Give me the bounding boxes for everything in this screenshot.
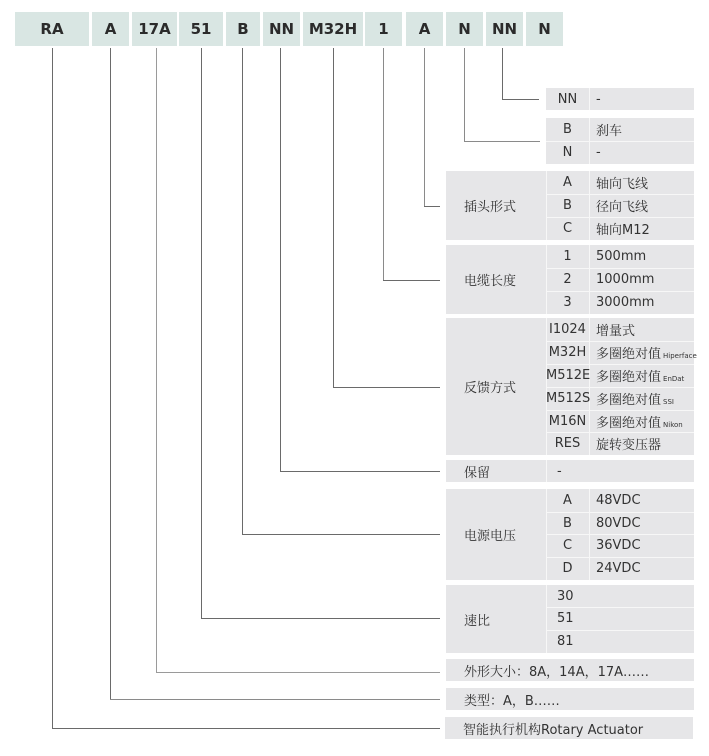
option-code: NN <box>557 91 578 107</box>
option-value-text: 多圈绝对值 <box>596 347 662 362</box>
code-box-brake: N <box>446 12 483 46</box>
group-label: 速比 <box>464 613 491 629</box>
option-code: M32H <box>548 345 587 360</box>
connector-line <box>502 48 503 99</box>
code-box-series: RA <box>15 12 89 46</box>
connector-line <box>333 48 334 387</box>
table-row <box>546 217 694 240</box>
table-row <box>546 364 694 387</box>
code-box-option-n: N <box>526 12 563 46</box>
table-row <box>546 534 694 557</box>
connector-line <box>464 141 540 142</box>
option-value: - <box>596 145 601 160</box>
table-row <box>546 268 694 291</box>
option-code: C <box>562 221 573 236</box>
connector-line <box>52 48 53 728</box>
option-code: M16N <box>548 414 587 429</box>
option-value-text: 多圈绝对值 <box>596 393 662 408</box>
option-value <box>589 412 683 431</box>
protocol-label: Hiperface <box>663 352 697 360</box>
connector-line <box>424 48 425 206</box>
table-row <box>546 607 694 630</box>
connector-line <box>52 728 440 729</box>
group-label: 智能执行机构Rotary Actuator <box>463 722 644 738</box>
connector-line <box>383 48 384 280</box>
option-value: 1000mm <box>596 272 655 287</box>
option-value: - <box>557 463 562 479</box>
option-code: B <box>563 122 572 137</box>
table-row <box>546 141 694 164</box>
connector-line <box>464 48 465 141</box>
code-box-reserved: NN <box>263 12 300 46</box>
code-box-cable: 1 <box>365 12 402 46</box>
group-label: 保留 <box>464 465 491 481</box>
option-value <box>589 320 635 339</box>
code-box-connector: A <box>406 12 443 46</box>
connector-line <box>280 471 440 472</box>
option-code: A <box>563 175 572 190</box>
table-row <box>546 557 694 580</box>
feedback-group <box>446 318 697 455</box>
table-row <box>546 291 694 314</box>
protocol-label: Nikon <box>663 421 683 429</box>
product-group <box>445 717 693 739</box>
option-code: C <box>562 538 573 553</box>
option-value-text: 增量式 <box>596 324 636 339</box>
table-row <box>546 585 694 608</box>
table-row <box>546 118 694 141</box>
connector-line <box>110 48 111 699</box>
connector-line <box>201 618 440 619</box>
voltage-group <box>446 489 694 580</box>
option-code: M512S <box>546 391 591 406</box>
option-code: B <box>563 198 572 213</box>
table-row <box>546 432 694 455</box>
connector-line <box>383 280 440 281</box>
table-row <box>546 341 697 364</box>
option-value: 36VDC <box>596 538 641 553</box>
option-code: N <box>562 145 573 160</box>
connector-line <box>502 99 539 100</box>
connector-line <box>333 387 440 388</box>
connector-line <box>242 534 440 535</box>
option-value: 48VDC <box>596 493 641 508</box>
option-code: I1024 <box>549 322 586 337</box>
group-label: 外形大小：8A，14A，17A…… <box>464 664 650 680</box>
option-code: 3 <box>563 295 572 310</box>
option-code: D <box>562 561 573 576</box>
option-value: 径向飞线 <box>596 200 649 215</box>
option-value <box>589 434 661 453</box>
table-row <box>546 194 694 217</box>
table-row <box>546 512 694 535</box>
option-value: 500mm <box>596 249 647 264</box>
option-value-text: 旋转变压器 <box>596 438 662 453</box>
code-box-type: A <box>92 12 129 46</box>
connector-line <box>242 48 243 534</box>
protocol-label: SSI <box>663 398 674 406</box>
table-row <box>546 460 694 482</box>
table-row <box>546 387 694 410</box>
code-box-option-nn: NN <box>486 12 523 46</box>
connector-line <box>201 48 202 618</box>
connector-line <box>156 672 440 673</box>
size-group <box>446 659 694 681</box>
option-code: M512E <box>546 368 591 383</box>
option-value-text: 多圈绝对值 <box>596 370 662 385</box>
connector-line <box>156 48 157 672</box>
option-nn-group <box>546 88 694 110</box>
option-value <box>589 366 684 385</box>
option-code: A <box>563 493 572 508</box>
code-box-size: 17A <box>132 12 177 46</box>
option-code: 1 <box>563 249 572 264</box>
option-code: RES <box>554 436 581 451</box>
code-box-voltage: B <box>226 12 260 46</box>
option-value: 51 <box>557 611 574 626</box>
connector-line <box>424 206 440 207</box>
cable-length-group <box>446 245 694 314</box>
group-label: 电源电压 <box>464 529 517 544</box>
option-value <box>589 389 674 408</box>
option-code: 2 <box>563 272 572 287</box>
connector-line <box>110 699 440 700</box>
type-group <box>446 688 694 710</box>
option-value: 3000mm <box>596 295 655 310</box>
option-value-text: 多圈绝对值 <box>596 416 662 431</box>
table-row <box>546 88 694 110</box>
table-row <box>546 171 694 194</box>
option-value: 轴向飞线 <box>596 177 649 192</box>
group-label: 插头形式 <box>464 200 517 215</box>
table-row <box>546 630 694 653</box>
table-row <box>546 318 694 341</box>
brake-group <box>546 118 694 164</box>
option-value: 30 <box>557 589 574 604</box>
ratio-group <box>446 585 694 653</box>
group-label: 类型：A，B…… <box>464 693 560 709</box>
code-box-ratio: 51 <box>179 12 223 46</box>
option-value: 刹车 <box>596 124 623 139</box>
group-label: 电缆长度 <box>464 274 517 289</box>
connector-line <box>280 48 281 471</box>
table-row <box>546 489 694 512</box>
option-value: 81 <box>557 634 574 649</box>
table-row <box>546 245 694 268</box>
option-value <box>589 343 697 362</box>
table-row <box>546 410 694 433</box>
option-value: - <box>596 91 601 107</box>
connector-group <box>446 171 694 240</box>
protocol-label: EnDat <box>663 375 685 383</box>
reserved-group <box>446 460 694 482</box>
option-value: 24VDC <box>596 561 641 576</box>
code-box-feedback: M32H <box>303 12 363 46</box>
option-value: 80VDC <box>596 516 641 531</box>
group-label: 反馈方式 <box>464 381 517 396</box>
option-value: 轴向M12 <box>596 223 650 238</box>
option-code: B <box>563 516 572 531</box>
